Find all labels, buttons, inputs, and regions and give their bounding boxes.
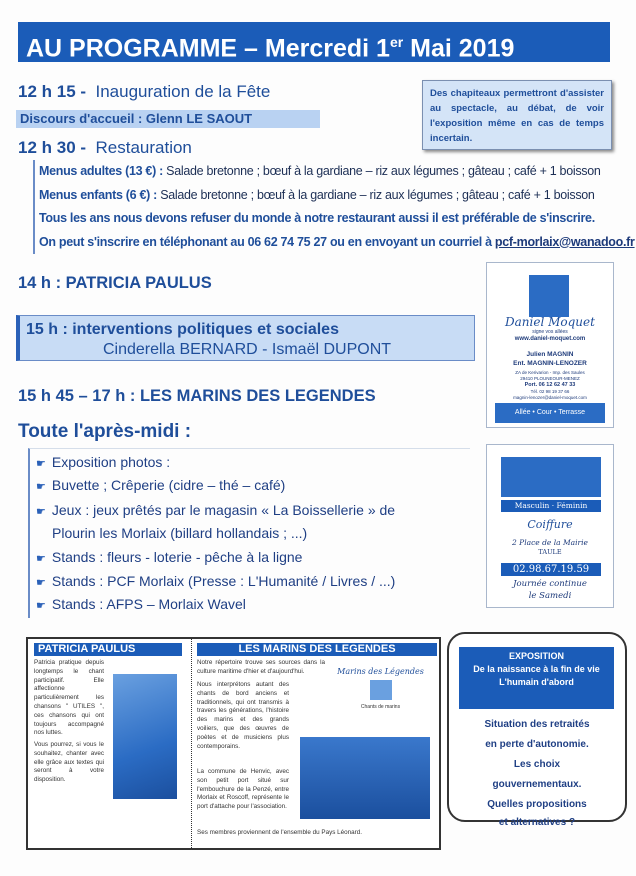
- schedule-1215: 12 h 15 - Inauguration de la Fête: [18, 82, 271, 101]
- patricia-text: Vous pourrez, si vous le souhaitez, chanter avec elle grâce aux textes qui seront à votre disposition.: [34, 741, 104, 784]
- presentation-panel: [26, 637, 441, 850]
- arrow-icon: ☛: [36, 458, 46, 470]
- ad-name: Coiffure: [527, 518, 573, 531]
- list-item: ☛ Jeux : jeux prêtés par le magasin « La Boissellerie » de: [36, 502, 396, 518]
- schedule-1230: 12 h 30 - Restauration: [18, 138, 192, 157]
- marins-text: Notre répertoire trouve ses sources dans la culture maritime d'hier et d'aujourd'hui.: [197, 659, 325, 675]
- afternoon-list: [28, 448, 470, 618]
- patricia-text: Patricia pratique depuis longtemps le chant participatif. Elle affectionne particulièrement les chansons " UTILES ", ces chansons qui ont toujours accompagné nos luttes.: [34, 659, 104, 737]
- ad-url: www.daniel-moquet.com: [514, 336, 586, 342]
- arrow-icon: ☛: [36, 553, 46, 565]
- list-item: ☛ Stands : fleurs - loterie - pêche à la ligne: [36, 549, 303, 565]
- list-item: ☛ Buvette ; Crêperie (cidre – thé – café): [36, 477, 286, 493]
- ad-band: Masculin · Féminin: [501, 500, 601, 512]
- booking-notice: Tous les ans nous devons refuser du monde à notre restaurant aussi il est préférable de s'inscrire.: [39, 211, 595, 225]
- schedule-15h: [16, 315, 475, 361]
- ad-name: Julien MAGNIN: [526, 351, 574, 358]
- list-item-continued: Plourin les Morlaix (billard hollandais ; ...): [52, 525, 308, 541]
- arrow-icon: ☛: [36, 577, 46, 589]
- ad-email: magnin-lenozer@daniel-moquet.com: [513, 395, 587, 400]
- marins-logo: Marins des Légendes Chants de marins: [337, 667, 424, 710]
- list-item: ☛ Stands : PCF Morlaix (Presse : L'Humanité / Livres / ...): [36, 573, 396, 589]
- ad-hours: le Samedi: [528, 591, 572, 601]
- adult-menu: Menus adultes (13 €) : Salade bretonne ; bœuf à la gardiane – riz aux légumes ; gâteau ; café + 1 boisson: [39, 164, 601, 178]
- welcome-speech: Discours d'accueil : Glenn LE SAOUT: [16, 110, 320, 128]
- menu-details: [33, 160, 635, 254]
- arrow-icon: ☛: [36, 506, 46, 518]
- booking-contact: On peut s'inscrire en téléphonant au 06 62 74 75 27 ou en envoyant un courriel à pcf-morlaix@wanadoo.fr: [39, 234, 635, 249]
- divider: [191, 639, 192, 848]
- exposition-heading: EXPOSITION De la naissance à la fin de vie L'humain d'abord: [459, 647, 614, 709]
- ad-address: 2 Place de la Mairie: [512, 538, 588, 547]
- ad-address: 29410 PLOUNEOUR-MENEZ: [520, 376, 580, 381]
- exposition-box: [447, 632, 627, 828]
- ad-services: Allée • Cour • Terrasse: [495, 403, 605, 423]
- ad-mobile: Port. 06 12 62 47 33: [524, 382, 576, 388]
- ad-company: Ent. MAGNIN-LENOZER: [513, 360, 587, 367]
- expo-line: et alternatives ?: [498, 817, 576, 828]
- marins-text: La commune de Henvic, avec son petit port situé sur l'embouchure de la Penzé, entre Morlaix et Roscoff, représente le port d'attache pour l'association.: [197, 768, 289, 811]
- marins-text: Ses membres proviennent de l'ensemble du Pays Léonard.: [197, 829, 363, 836]
- expo-line: Les choix: [513, 759, 561, 770]
- expo-line: en perte d'autonomie.: [485, 739, 589, 750]
- ad-phone: Tél. 02 98 19 37 66: [530, 389, 570, 394]
- ad-daniel-moquet: [486, 262, 614, 428]
- tents-note: Des chapiteaux permettront d'assister au spectacle, au débat, de voir l'exposition même en cas de temps incertain.: [422, 80, 612, 150]
- ship-icon: [370, 680, 392, 700]
- expo-line: Quelles propositions: [487, 799, 587, 810]
- speakers: Cinderella BERNARD - Ismaël DUPONT: [102, 341, 392, 358]
- list-item: ☛ Exposition photos :: [36, 454, 171, 470]
- schedule-14h: 14 h : PATRICIA PAULUS: [18, 274, 212, 292]
- ad-tagline: signe vos allées: [532, 329, 568, 335]
- shopfront-photo: [501, 457, 601, 497]
- ad-phone: 02.98.67.19.59: [501, 563, 601, 576]
- afternoon-title: Toute l'après-midi :: [18, 421, 192, 442]
- ad-coiffure: [486, 444, 614, 608]
- schedule-1545: 15 h 45 – 17 h : LES MARINS DES LEGENDES: [18, 387, 376, 405]
- patricia-heading: PATRICIA PAULUS: [34, 643, 182, 656]
- marins-photo: [300, 737, 430, 819]
- ad-address: ZA de Kerivarion - Imp. des Saules: [515, 370, 585, 375]
- email-link[interactable]: pcf-morlaix@wanadoo.fr: [494, 234, 635, 249]
- child-menu: Menus enfants (6 €) : Salade bretonne ; bœuf à la gardiane – riz aux légumes ; gâteau ; café + 1 boisson: [39, 187, 595, 202]
- expo-line: Situation des retraités: [484, 719, 590, 730]
- ad-address: TAULE: [538, 548, 562, 556]
- page-title: AU PROGRAMME – Mercredi 1er Mai 2019: [18, 22, 610, 62]
- expo-line: gouvernementaux.: [492, 779, 582, 790]
- ad-hours: Journée continue: [513, 579, 587, 589]
- patricia-photo: [113, 674, 177, 799]
- list-item: ☛ Stands : AFPS – Morlaix Wavel: [36, 596, 246, 612]
- ad-logo: Daniel Moquet: [505, 315, 595, 329]
- marins-heading: LES MARINS DES LEGENDES: [197, 643, 437, 656]
- arrow-icon: ☛: [36, 600, 46, 612]
- arrow-icon: ☛: [36, 481, 46, 493]
- tree-logo-icon: [529, 275, 569, 317]
- debate-title: 15 h : interventions politiques et sociales: [26, 321, 339, 338]
- marins-text: Nous interprétons autant des chants de bord anciens et traditionnels, qui ont transmis à travers les générations, l'histoire des marins et des grands voiliers, que des œuvres de poètes et de musiciens plus contemporains.: [197, 681, 289, 750]
